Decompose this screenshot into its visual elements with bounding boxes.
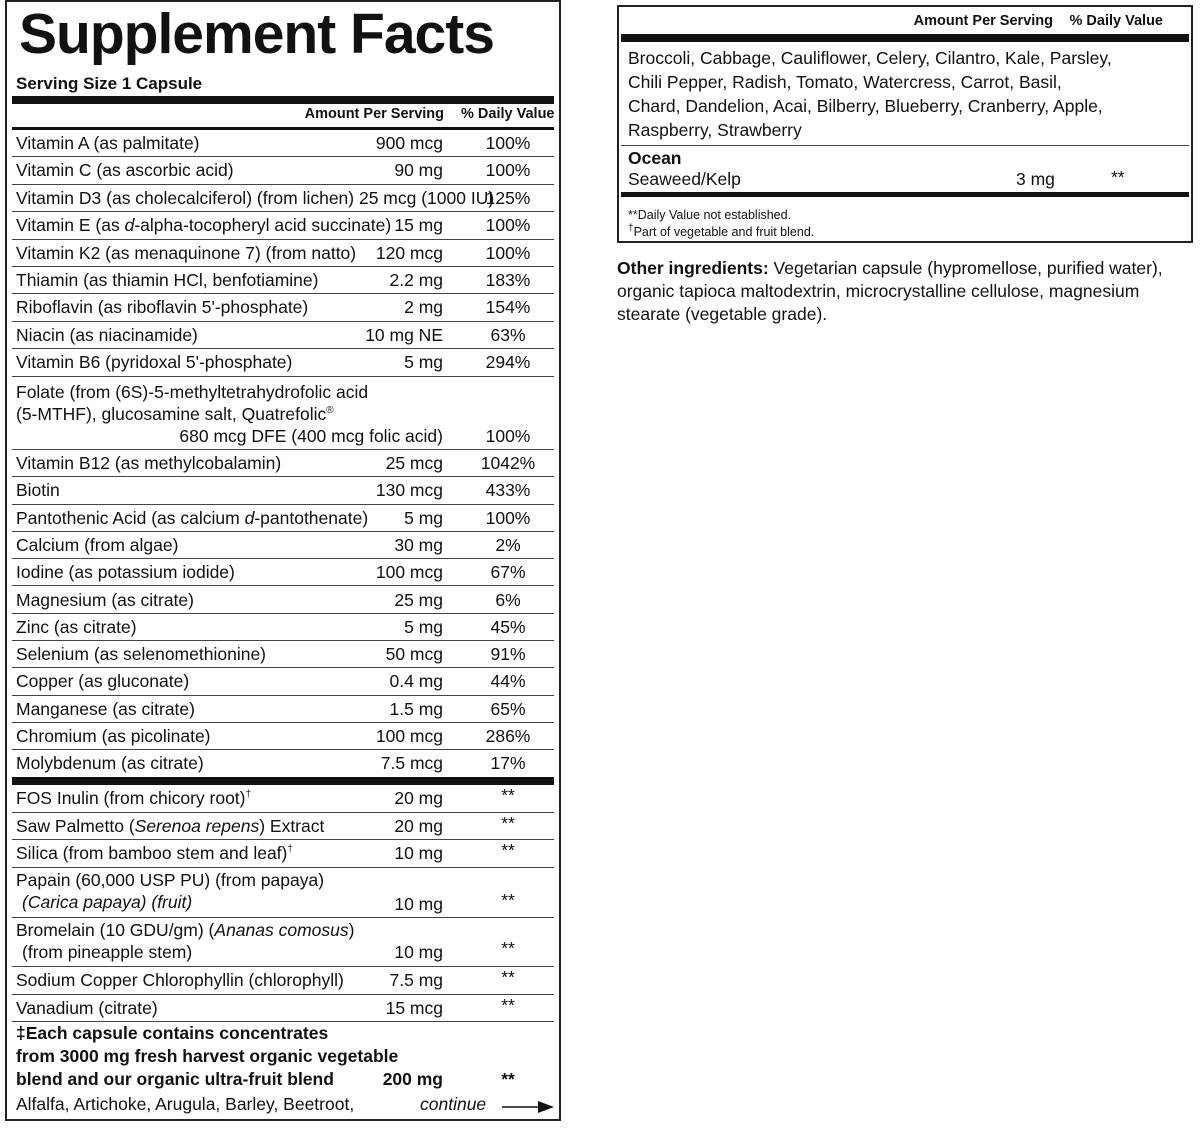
nutrient-amount: 120 mcg [375, 242, 443, 263]
folate-line2 [16, 404, 334, 425]
nutrient-name: Saw Palmetto (Serenoa repens) Extract [16, 815, 325, 836]
supplement-facts-panel [5, 0, 561, 1121]
nutrient-name: Vitamin D3 (as cholecalciferol) (from lichen) 25 mcg (1000 IU) [16, 187, 495, 208]
papain-line1: Papain (60,000 USP PU) (from papaya) [16, 870, 325, 890]
table-row [12, 505, 554, 532]
footnote-blend-text: Part of vegetable and fruit blend. [633, 225, 815, 239]
nutrient-daily-value: 125% [485, 187, 531, 208]
nutrient-daily-value: 91% [490, 644, 526, 665]
nutrient-name: FOS Inulin (from chicory root)† [16, 788, 252, 808]
nutrient-amount: 10 mg NE [365, 324, 443, 345]
blend-dv: ** [501, 1069, 515, 1089]
table-row [12, 696, 554, 723]
nutrient-daily-value: ** [501, 840, 515, 861]
nutrient-name: Pantothenic Acid (as calcium d-pantothenate) [16, 507, 369, 528]
nutrient-name: Vitamin K2 (as menaquinone 7) (from natto) [16, 242, 357, 263]
table-row [12, 668, 554, 695]
nutrient-daily-value: 100% [485, 242, 531, 263]
nutrient-daily-value: ** [501, 994, 515, 1015]
blend-line1 [16, 1023, 328, 1044]
folate-amount: 680 mcg DFE (400 mcg folic acid) [179, 426, 443, 446]
nutrient-name: Manganese (as citrate) [16, 698, 195, 719]
nutrient-name: Niacin (as niacinamide) [16, 324, 198, 345]
bromelain-line2: (from pineapple stem) [22, 942, 193, 962]
footnote-dv: **Daily Value not established. [628, 208, 792, 222]
table-row [12, 212, 554, 239]
dagger-mark: † [245, 789, 252, 801]
nutrient-amount: 10 mg [394, 843, 443, 864]
folate-dv: 100% [485, 426, 531, 446]
papain-line2-text: (Carica papaya) (fruit) [22, 892, 193, 912]
nutrient-daily-value: 294% [485, 352, 531, 373]
nutrient-amount: 25 mg [394, 589, 443, 610]
nutrient-amount: 25 mcg [385, 453, 443, 473]
seaweed-name: Seaweed/Kelp [628, 169, 741, 189]
nutrient-daily-value: 65% [490, 698, 526, 719]
folate-line2-text: (5-MTHF), glucosamine salt, Quatrefolic [16, 404, 327, 424]
seaweed-amount: 3 mg [1016, 169, 1055, 189]
table-row [12, 130, 554, 157]
nutrient-daily-value: 183% [485, 270, 531, 290]
nutrient-daily-value: ** [501, 967, 515, 987]
nutrient-name: Biotin [16, 480, 60, 501]
arrow-right-icon [502, 1099, 556, 1115]
other-ingredients-label: Other ingredients: [617, 258, 769, 278]
nutrient-amount: 20 mg [394, 788, 443, 808]
panel-title: Supplement Facts [19, 2, 494, 66]
nutrient-amount: 15 mcg [385, 997, 443, 1018]
blend-line3: blend and our organic ultra-fruit blend [16, 1069, 334, 1089]
table-row [12, 450, 554, 477]
nutrient-name: Magnesium (as citrate) [16, 589, 194, 610]
nutrient-name: Riboflavin (as riboflavin 5'-phosphate) [16, 297, 309, 318]
table-row [12, 995, 554, 1023]
blend-line2: from 3000 mg fresh harvest organic vegetable [16, 1046, 399, 1066]
nutrient-daily-value: 44% [490, 671, 526, 692]
divider-line [621, 145, 1189, 146]
seaweed-dv: ** [1111, 167, 1125, 187]
nutrient-amount: 5 mg [404, 352, 443, 373]
nutrient-name: Thiamin (as thiamin HCl, benfotiamine) [16, 270, 319, 290]
table-row [12, 587, 554, 614]
other-ingredients [617, 257, 1199, 326]
continue-label: continue [420, 1094, 487, 1114]
table-row [12, 477, 554, 504]
nutrient-amount: 5 mg [404, 507, 443, 528]
nutrient-amount: 2 mg [404, 297, 443, 318]
table-row [12, 614, 554, 641]
nutrient-amount: 7.5 mg [389, 970, 443, 990]
nutrient-daily-value: ** [501, 812, 515, 833]
table-row [12, 240, 554, 267]
supplement-facts-continued-panel [617, 5, 1193, 243]
papain-amount: 10 mg [394, 894, 443, 914]
nutrient-name: Sodium Copper Chlorophyllin (chlorophyll) [16, 970, 344, 990]
table-row-bromelain [12, 918, 554, 967]
dagger-mark: † [628, 222, 634, 234]
header-amount: Amount Per Serving [304, 106, 444, 122]
nutrient-name: Vitamin B12 (as methylcobalamin) [16, 453, 282, 473]
nutrient-amount: 0.4 mg [389, 671, 443, 692]
nutrient-name: Molybdenum (as citrate) [16, 753, 204, 774]
folate-line1: Folate (from (6S)-5-methyltetrahydrofolic acid [16, 382, 369, 402]
blend-amount: 200 mg [382, 1069, 443, 1089]
nutrient-daily-value: 286% [485, 726, 531, 746]
bromelain-dv: ** [501, 938, 515, 958]
nutrient-daily-value: 154% [485, 297, 531, 318]
nutrient-daily-value: 63% [490, 324, 526, 345]
footnote-blend [628, 222, 815, 239]
nutrient-daily-value: 100% [485, 215, 531, 236]
nutrient-name: Selenium (as selenomethionine) [16, 644, 266, 665]
table-row [12, 750, 554, 777]
nutrient-amount: 5 mg [404, 616, 443, 637]
table-row [12, 294, 554, 321]
divider-bar [621, 192, 1189, 197]
table-row-papain [12, 868, 554, 918]
blend-list-line: Chard, Dandelion, Acai, Bilberry, Blueberry, Cranberry, Apple, [628, 96, 1103, 116]
nutrient-name: Chromium (as picolinate) [16, 726, 211, 746]
table-row [12, 559, 554, 586]
double-dagger-mark: ‡ [16, 1023, 26, 1043]
blend-list-line: Raspberry, Strawberry [628, 120, 802, 140]
divider-bar [621, 34, 1189, 42]
blend-list-line: Broccoli, Cabbage, Cauliflower, Celery, Cilantro, Kale, Parsley, [628, 48, 1112, 68]
table-row-folate [12, 377, 554, 450]
nutrient-amount: 100 mcg [375, 726, 443, 746]
nutrient-amount: 1.5 mg [389, 698, 443, 719]
nutrient-name: Vitamin A (as palmitate) [16, 133, 200, 153]
table-row [12, 349, 554, 376]
nutrient-daily-value: ** [501, 785, 515, 805]
table-row [12, 785, 554, 813]
bromelain-line1: Bromelain (10 GDU/gm) (Ananas comosus) [16, 920, 355, 940]
nutrient-name: Vitamin C (as ascorbic acid) [16, 160, 234, 181]
blend-list-line: Chili Pepper, Radish, Tomato, Watercress, Carrot, Basil, [628, 72, 1062, 92]
header-daily-value: % Daily Value [461, 106, 555, 122]
nutrient-amount: 900 mcg [375, 133, 443, 153]
nutrient-daily-value: 6% [495, 589, 521, 610]
blend-block [12, 1023, 554, 1123]
registered-mark: ® [326, 405, 334, 417]
nutrient-amount: 90 mg [394, 160, 443, 181]
other-ingredients-text: Vegetarian capsule (hypromellose, purified water), organic tapioca maltodextrin, microcrystalline cellulose, magnesium stearate (vegetable grade). [617, 258, 1163, 324]
table-row [12, 532, 554, 559]
nutrient-amount: 15 mg [394, 215, 443, 236]
header-daily-value: % Daily Value [1069, 13, 1163, 29]
nutrient-name: Zinc (as citrate) [16, 616, 137, 637]
dagger-mark: † [287, 844, 293, 856]
nutrient-amount: 30 mg [394, 534, 443, 555]
table-row [12, 840, 554, 868]
nutrient-amount: 2.2 mg [389, 270, 443, 290]
nutrient-daily-value: 100% [485, 133, 531, 153]
nutrient-name: Copper (as gluconate) [16, 671, 190, 692]
divider-bar [12, 96, 554, 104]
table-row [12, 641, 554, 668]
nutrient-amount: 50 mcg [385, 644, 443, 665]
bromelain-amount: 10 mg [394, 942, 443, 962]
blend-line1-text: Each capsule contains concentrates [25, 1023, 329, 1043]
table-row [12, 267, 554, 294]
table-row [12, 813, 554, 841]
table-row [12, 157, 554, 184]
papain-dv: ** [501, 890, 515, 910]
nutrient-name: Vitamin E (as d-alpha-tocopheryl acid succinate) [16, 215, 392, 236]
blend-list-start: Alfalfa, Artichoke, Arugula, Barley, Beetroot, [16, 1094, 355, 1114]
nutrient-amount: 7.5 mcg [380, 753, 443, 774]
table-row [12, 967, 554, 995]
nutrient-amount: 100 mcg [375, 562, 443, 583]
nutrient-daily-value: 2% [495, 534, 521, 555]
nutrient-name: Silica (from bamboo stem and leaf)† [16, 843, 293, 864]
nutrient-amount: 130 mcg [375, 480, 443, 501]
serving-size: Serving Size 1 Capsule [16, 74, 203, 93]
table-row [12, 185, 554, 212]
nutrient-daily-value: 100% [485, 507, 531, 528]
ocean-heading: Ocean [628, 148, 682, 168]
header-amount: Amount Per Serving [913, 13, 1053, 29]
nutrient-name: Iodine (as potassium iodide) [16, 562, 235, 583]
nutrient-daily-value: 1042% [480, 453, 536, 473]
papain-line2 [22, 892, 192, 913]
nutrient-name: Calcium (from algae) [16, 534, 179, 555]
table-row [12, 322, 554, 349]
nutrient-name: Vitamin B6 (pyridoxal 5'-phosphate) [16, 352, 293, 373]
nutrient-amount: 20 mg [394, 815, 443, 836]
nutrient-daily-value: 45% [490, 616, 526, 637]
nutrient-daily-value: 100% [485, 160, 531, 181]
nutrient-name: Vanadium (citrate) [16, 997, 158, 1018]
nutrient-daily-value: 433% [485, 480, 531, 501]
table-row [12, 723, 554, 750]
nutrient-daily-value: 67% [490, 562, 526, 583]
divider-bar [12, 777, 554, 785]
nutrient-daily-value: 17% [490, 753, 526, 774]
